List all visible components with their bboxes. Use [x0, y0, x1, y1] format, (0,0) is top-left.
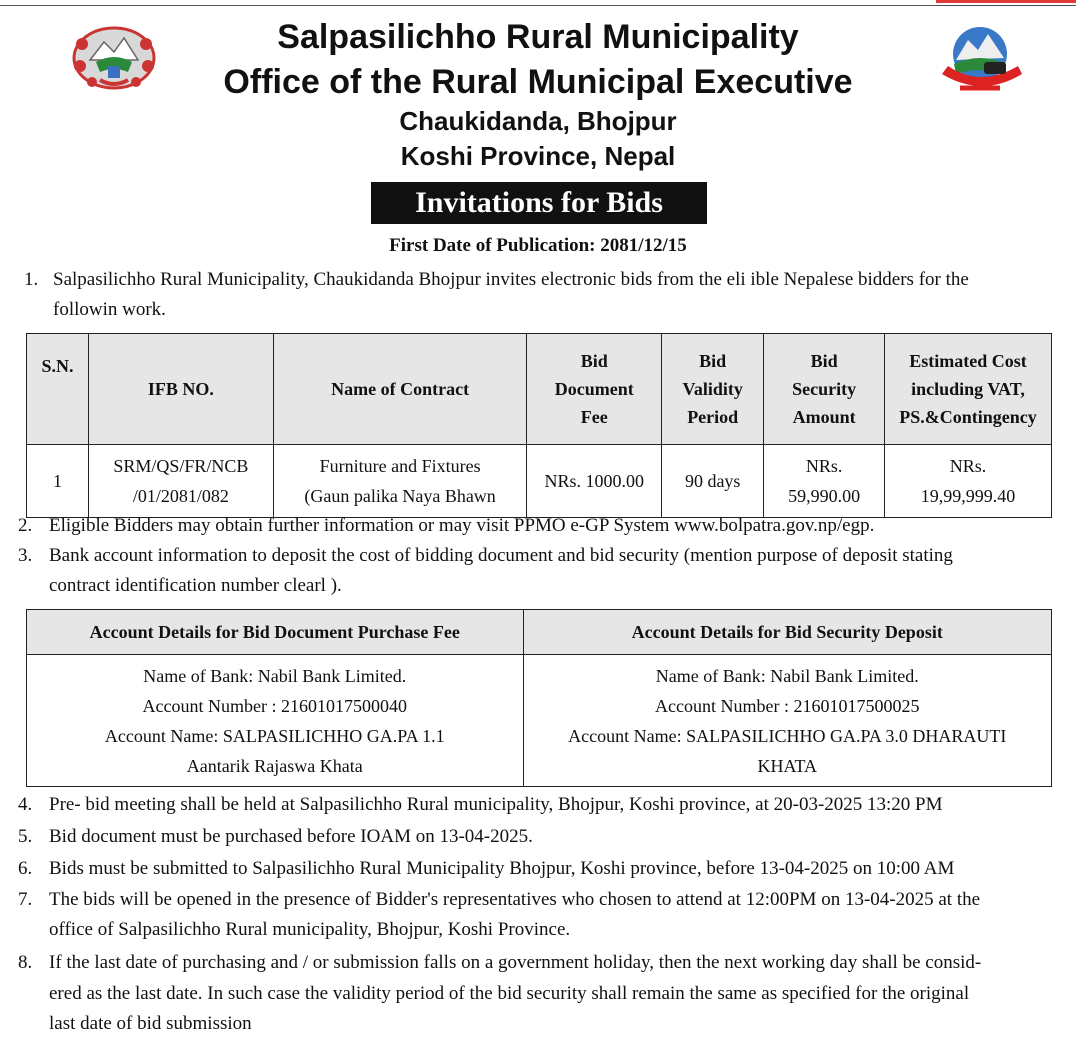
item-text: ered as the last date. In such case the validity period of the bid security shall remain the same as specified for the original: [49, 983, 970, 1004]
account-number: Account Number : 21601017500040: [142, 695, 407, 716]
header-line: PS.&Contingency: [899, 407, 1037, 427]
item-number: 2.: [18, 515, 33, 536]
notice-banner: Invitations for Bids: [371, 182, 707, 224]
header-line: Document: [554, 379, 634, 399]
cell-contract-name: [273, 445, 527, 518]
cell-sn: 1: [27, 445, 89, 518]
cell-validity-period: 90 days: [662, 445, 764, 518]
item-text: The bids will be opened in the presence of Bidder's representatives who chosen to attend at 12:00PM on 13-04-2025 at the: [49, 889, 981, 910]
header-line: Amount: [792, 407, 856, 427]
bid-table: [26, 333, 1052, 518]
address-line-1: Chaukidanda, Bhojpur: [399, 106, 677, 136]
item-text: Bank account information to deposit the cost of bidding document and bid security (mention purpose of deposit stating: [49, 545, 953, 566]
office-title: Office of the Rural Municipal Executive: [223, 63, 853, 101]
item-text: Pre- bid meeting shall be held at Salpasilichho Rural municipality, Bhojpur, Koshi province, at 20-03-2025 13:20 PM: [49, 794, 943, 815]
header-line: Fee: [580, 407, 608, 427]
header-security-amount: [764, 334, 885, 445]
bank-name: Name of Bank: Nabil Bank Limited.: [655, 665, 919, 686]
header-line: Bid: [699, 351, 727, 371]
address-line-2: Koshi Province, Nepal: [400, 141, 676, 171]
table-row: [27, 445, 1052, 518]
header-contract-name: Name of Contract: [273, 334, 527, 445]
document-fee-account-cell: [27, 655, 524, 787]
item-text: followin work.: [53, 299, 166, 320]
cell-line: 19,99,999.40: [920, 486, 1016, 506]
header-estimated-cost: [885, 334, 1052, 445]
cell-line: /01/2081/082: [132, 486, 229, 506]
item-text: contract identification number clearl ).: [49, 575, 342, 596]
cell-ifb: [88, 445, 273, 518]
item-text: Bid document must be purchased before IOAM on 13-04-2025.: [49, 826, 533, 847]
table-header-row: [27, 610, 1052, 655]
header-line: Bid: [810, 351, 838, 371]
bank-name: Name of Bank: Nabil Bank Limited.: [143, 665, 407, 686]
item-text: office of Salpasilichho Rural municipality, Bhojpur, Koshi Province.: [49, 919, 571, 940]
cell-line: Furniture and Fixtures: [319, 456, 481, 476]
cell-line: 59,990.00: [788, 486, 861, 506]
item-number: 1.: [24, 269, 39, 290]
account-number: Account Number : 21601017500025: [655, 695, 920, 716]
header-ifb: IFB NO.: [88, 334, 273, 445]
account-name-cont: Aantarik Rajaswa Khata: [186, 755, 363, 776]
table-header-row: [27, 334, 1052, 445]
cell-estimated-cost: [885, 445, 1052, 518]
cell-line: SRM/QS/FR/NCB: [113, 456, 249, 476]
top-rule: [0, 5, 1076, 6]
item-number: 7.: [18, 889, 33, 910]
header-line: Estimated Cost: [909, 351, 1027, 371]
item-text: Eligible Bidders may obtain further information or may visit PPMO e-GP System www.bolpatra.gov.np/egp.: [49, 515, 875, 536]
header-line: including VAT,: [911, 379, 1025, 399]
item-text: last date of bid submission: [49, 1013, 252, 1034]
account-details-table: [26, 609, 1052, 787]
item-number: 5.: [18, 826, 33, 847]
header-sn: S.N.: [27, 334, 89, 445]
security-deposit-account-cell: [523, 655, 1051, 787]
header-line: Security: [792, 379, 857, 399]
account-name: Account Name: SALPASILICHHO GA.PA 3.0 DHARAUTI: [568, 725, 1007, 746]
header-document-fee: [527, 334, 662, 445]
item-number: 8.: [18, 952, 33, 973]
account-name: Account Name: SALPASILICHHO GA.PA 1.1: [104, 725, 445, 746]
top-accent-mark: [936, 0, 1076, 3]
cell-line: NRs.: [805, 456, 843, 476]
item-number: 6.: [18, 858, 33, 879]
header-security-deposit-account: Account Details for Bid Security Deposit: [523, 610, 1051, 655]
header-line: Bid: [580, 351, 608, 371]
item-text: Bids must be submitted to Salpasilichho Rural Municipality Bhojpur, Koshi province, before 13-04-2025 on 10:00 AM: [49, 858, 955, 879]
item-text: Salpasilichho Rural Municipality, Chaukidanda Bhojpur invites electronic bids from the eli ible Nepalese bidders for the: [53, 269, 969, 290]
cell-document-fee: NRs. 1000.00: [527, 445, 662, 518]
cell-security-amount: [764, 445, 885, 518]
header-line: Validity: [682, 379, 743, 399]
header-document-fee-account: Account Details for Bid Document Purchase Fee: [27, 610, 524, 655]
item-number: 3.: [18, 545, 33, 566]
table-row: [27, 655, 1052, 787]
publication-date: First Date of Publication: 2081/12/15: [389, 235, 687, 256]
cell-line: NRs.: [949, 456, 987, 476]
header-line: Period: [687, 407, 739, 427]
organization-name: Salpasilichho Rural Municipality: [277, 18, 799, 56]
item-text: If the last date of purchasing and / or submission falls on a government holiday, then the next working day shall be consid-: [49, 952, 982, 973]
cell-line: (Gaun palika Naya Bhawn: [304, 486, 496, 506]
item-number: 4.: [18, 794, 33, 815]
header-validity-period: [662, 334, 764, 445]
account-name-cont: KHATA: [757, 755, 818, 776]
